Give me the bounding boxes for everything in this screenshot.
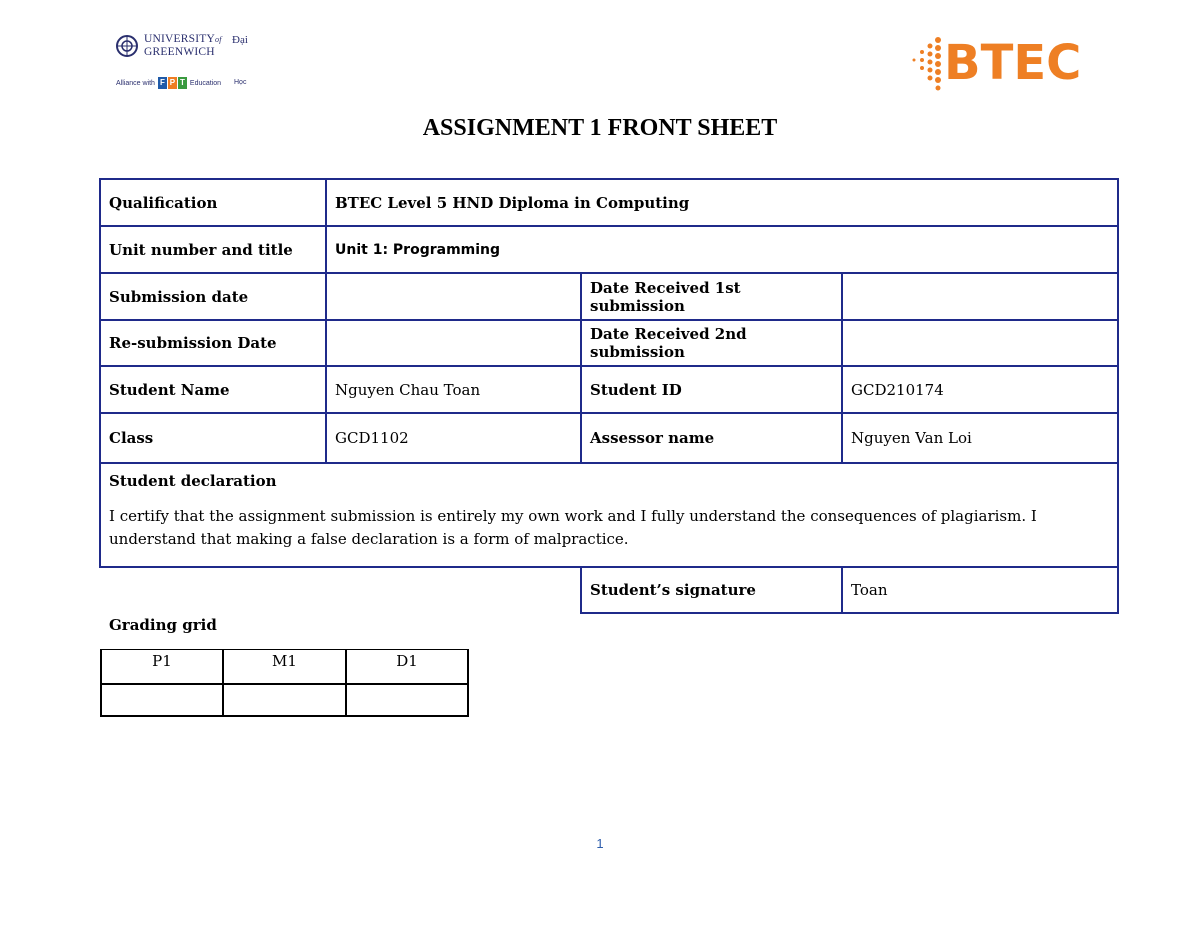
btec-wordmark: BTEC [944, 35, 1082, 91]
grade-value-d1[interactable] [347, 685, 467, 715]
received-2nd-value[interactable] [843, 321, 1117, 365]
greenwich-wordmark: UNIVERSITYof GREENWICH [144, 33, 222, 58]
greenwich-vietnamese-label-2: Học [234, 79, 247, 86]
grade-header-p1: P1 [152, 652, 172, 670]
grading-grid-title: Grading grid [109, 616, 217, 634]
submission-date-value[interactable] [327, 274, 580, 319]
grade-value-m1[interactable] [224, 685, 345, 715]
page-number: 1 [596, 836, 604, 851]
class-value[interactable]: GCD1102 [335, 429, 409, 447]
class-label: Class [109, 429, 154, 447]
fpt-logo: F P T [158, 77, 187, 89]
declaration-text: I certify that the assignment submission is entirely my own work and I fully understand the consequences of plagiarism. I understand that making a false declaration is a form of malpractice. [109, 507, 1037, 548]
assessor-value[interactable]: Nguyen Van Loi [851, 429, 972, 447]
qualification-value: BTEC Level 5 HND Diploma in Computing [335, 193, 690, 212]
resubmission-value[interactable] [327, 321, 580, 365]
student-id-label: Student ID [590, 380, 682, 399]
grade-value-p1[interactable] [102, 685, 222, 715]
university-crest-icon [116, 33, 138, 59]
unit-label: Unit number and title [109, 240, 293, 259]
signature-label: Student’s signature [590, 581, 756, 599]
fpt-alliance: Alliance with F P T Education [116, 78, 222, 87]
student-name-label: Student Name [109, 380, 230, 399]
btec-logo [908, 32, 1098, 94]
assessor-label: Assessor name [590, 429, 715, 447]
grade-header-m1: M1 [272, 652, 297, 670]
declaration-title: Student declaration [109, 472, 277, 490]
signature-value[interactable]: Toan [851, 581, 888, 599]
unit-value: Unit 1: Programming [335, 241, 501, 258]
student-id-value[interactable]: GCD210174 [851, 380, 944, 399]
grade-header-d1: D1 [396, 652, 418, 670]
resubmission-label: Re-submission Date [109, 334, 277, 352]
page-title: ASSIGNMENT 1 FRONT SHEET [422, 115, 778, 141]
btec-dots-icon [908, 32, 944, 94]
student-name-value[interactable]: Nguyen Chau Toan [335, 380, 481, 399]
received-1st-value[interactable] [843, 274, 1117, 319]
received-2nd-label: Date Received 2nd submission [590, 325, 747, 361]
received-1st-label: Date Received 1st submission [590, 278, 741, 315]
submission-date-label: Submission date [109, 287, 249, 306]
university-of-greenwich-logo [114, 30, 264, 94]
greenwich-vietnamese-label: Đại [232, 34, 248, 46]
qualification-label: Qualification [109, 193, 218, 212]
